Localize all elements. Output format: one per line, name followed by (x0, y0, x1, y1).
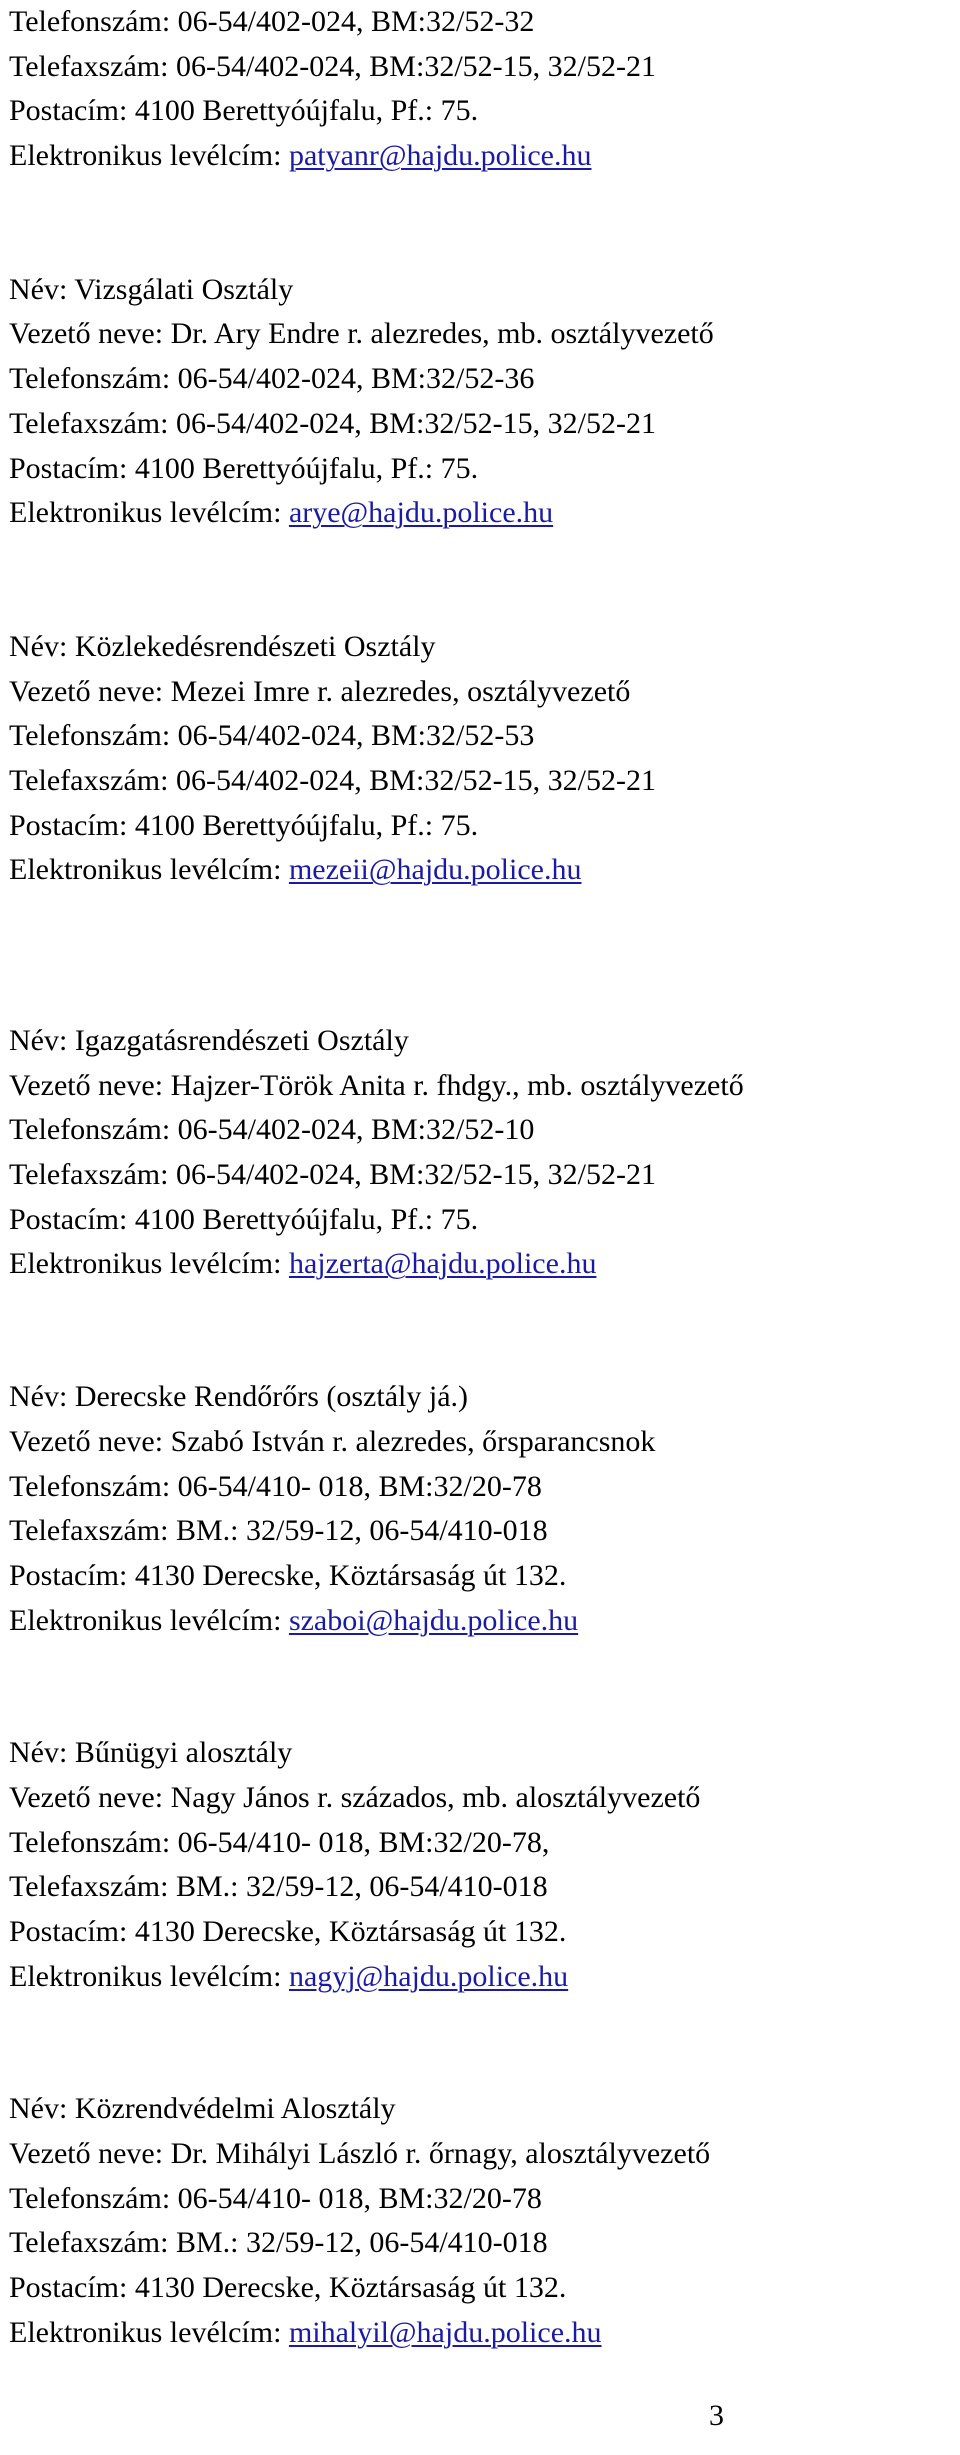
phone-line: Telefonszám: 06-54/402-024, BM:32/52-32 (9, 5, 535, 38)
email-label: Elektronikus levélcím: (9, 2315, 289, 2349)
fax-line: Telefaxszám: BM.: 32/59-12, 06-54/410-018 (9, 2226, 548, 2260)
department-name: Név: Közlekedésrendészeti Osztály (9, 629, 436, 663)
email-line (9, 1242, 949, 1287)
email-line (9, 1599, 949, 1644)
postal-line: Postacím: 4100 Berettyóújfalu, Pf.: 75. (9, 808, 479, 842)
fax-line: Telefaxszám: 06-54/402-024, BM:32/52-15, 32/52-21 (9, 406, 656, 440)
department-bunugyi-alosztaly (9, 1731, 949, 1999)
email-line (9, 2311, 949, 2356)
phone-line: Telefonszám: 06-54/410- 018, BM:32/20-78 (9, 1469, 542, 1503)
postal-line: Postacím: 4130 Derecske, Köztársaság út 132. (9, 2271, 567, 2305)
email-line (9, 134, 949, 179)
email-label: Elektronikus levélcím: (9, 1247, 289, 1281)
department-kozrendvedelmi-alosztaly (9, 2087, 949, 2355)
postal-line: Postacím: 4130 Derecske, Köztársaság út 132. (9, 1915, 567, 1948)
department-name: Név: Bűnügyi alosztály (9, 1736, 293, 1770)
department-name: Név: Vizsgálati Osztály (9, 272, 294, 306)
email-label: Elektronikus levélcím: (9, 496, 289, 530)
email-link[interactable]: nagyj@hajdu.police.hu (288, 1959, 569, 1993)
phone-line: Telefonszám: 06-54/402-024, BM:32/52-36 (9, 362, 535, 396)
fax-line: Telefaxszám: 06-54/402-024, BM:32/52-15, 32/52-21 (9, 1158, 656, 1192)
email-label: Elektronikus levélcím: (9, 139, 289, 173)
postal-line: Postacím: 4100 Berettyóújfalu, Pf.: 75. (9, 451, 479, 485)
email-label: Elektronikus levélcím: (9, 853, 289, 887)
email-line (9, 848, 949, 893)
email-link[interactable]: arye@hajdu.police.hu (288, 496, 554, 530)
email-link[interactable]: mihalyil@hajdu.police.hu (288, 2315, 602, 2349)
email-line (9, 1955, 949, 2000)
page-number: 3 (709, 2399, 724, 2432)
head-line: Vezető neve: Dr. Mihályi László r. őrnagy, alosztályvezető (9, 2137, 711, 2171)
email-label: Elektronikus levélcím: (9, 1959, 289, 1993)
head-line: Vezető neve: Mezei Imre r. alezredes, osztályvezető (9, 674, 631, 708)
department-vizsgalati (9, 268, 949, 536)
phone-line: Telefonszám: 06-54/402-024, BM:32/52-10 (9, 1113, 535, 1147)
postal-line: Postacím: 4100 Berettyóújfalu, Pf.: 75. (9, 94, 479, 128)
phone-line: Telefonszám: 06-54/410- 018, BM:32/20-78 (9, 2181, 542, 2215)
department-igazgatasrendeszeti (9, 1019, 949, 1287)
head-line: Vezető neve: Szabó István r. alezredes, őrsparancsnok (9, 1424, 656, 1458)
phone-line: Telefonszám: 06-54/402-024, BM:32/52-53 (9, 719, 535, 753)
email-label: Elektronikus levélcím: (9, 1603, 289, 1637)
department-name: Név: Derecske Rendőrőrs (osztály já.) (9, 1380, 468, 1414)
fax-line: Telefaxszám: BM.: 32/59-12, 06-54/410-018 (9, 1870, 548, 1904)
document-body (9, 0, 949, 2356)
email-link[interactable]: hajzerta@hajdu.police.hu (288, 1247, 597, 1281)
email-link[interactable]: szaboi@hajdu.police.hu (288, 1603, 579, 1637)
department-kozlekedesrendeszeti (9, 625, 949, 893)
phone-line: Telefonszám: 06-54/410- 018, BM:32/20-78, (9, 1825, 550, 1859)
postal-line: Postacím: 4100 Berettyóújfalu, Pf.: 75. (9, 1202, 479, 1236)
head-line: Vezető neve: Hajzer-Török Anita r. fhdgy., mb. osztályvezető (9, 1068, 744, 1102)
email-link[interactable]: mezeii@hajdu.police.hu (288, 853, 582, 887)
postal-line: Postacím: 4130 Derecske, Köztársaság út 132. (9, 1558, 567, 1592)
contact-block-top (9, 0, 949, 179)
fax-line: Telefaxszám: 06-54/402-024, BM:32/52-15, 32/52-21 (9, 49, 656, 83)
head-line: Vezető neve: Dr. Ary Endre r. alezredes, mb. osztályvezető (9, 317, 714, 351)
head-line: Vezető neve: Nagy János r. százados, mb. alosztályvezető (9, 1780, 701, 1814)
email-line (9, 491, 949, 536)
fax-line: Telefaxszám: BM.: 32/59-12, 06-54/410-018 (9, 1514, 548, 1548)
department-name: Név: Közrendvédelmi Alosztály (9, 2092, 396, 2126)
department-name: Név: Igazgatásrendészeti Osztály (9, 1024, 409, 1057)
email-link[interactable]: patyanr@hajdu.police.hu (288, 139, 592, 173)
fax-line: Telefaxszám: 06-54/402-024, BM:32/52-15, 32/52-21 (9, 763, 656, 797)
department-derecske-rendororos (9, 1375, 949, 1643)
